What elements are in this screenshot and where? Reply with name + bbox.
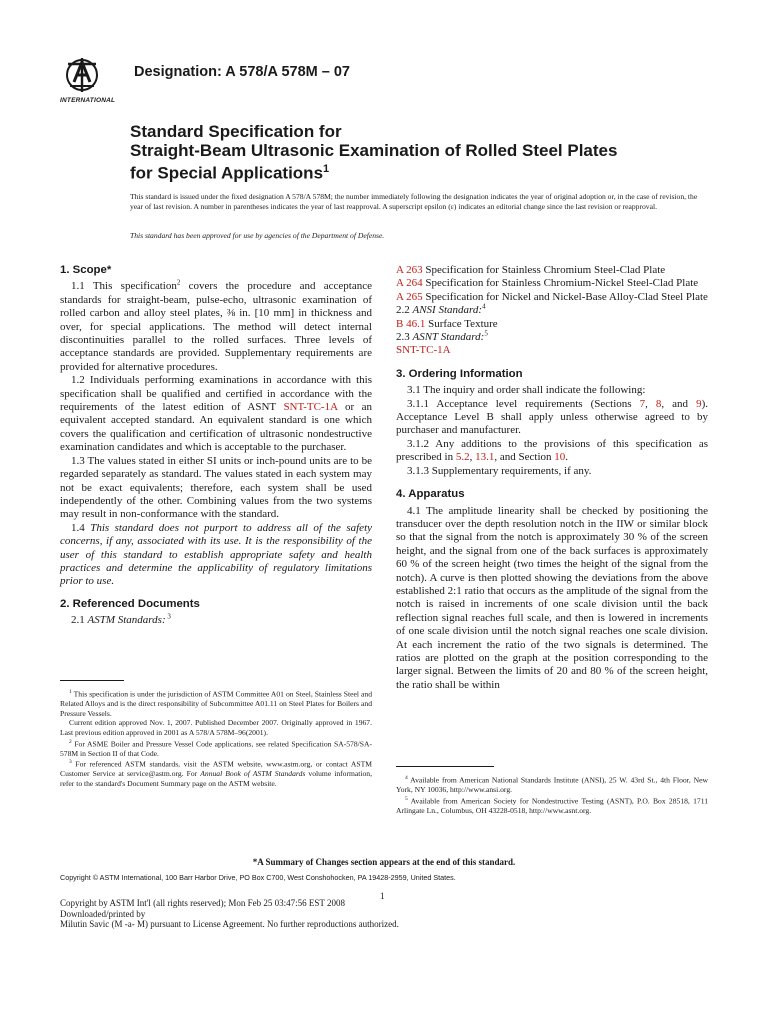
summary-of-changes-note: *A Summary of Changes section appears at the end of this standard. xyxy=(252,857,516,867)
link-section-9[interactable]: 9 xyxy=(696,397,702,410)
link-a264[interactable]: A 264 xyxy=(396,277,423,290)
section-3-1-3: 3.1.3 Supplementary requirements, if any. xyxy=(407,464,592,477)
footnote-4: $^4$ Available from American National Standards Institute (ANSI), 25 W. 43rd St., 4th Floor, New York, NY 10036, http://www.ansi.org. xyxy=(396,775,708,795)
section-2-3: 2.3 ASNT Standard:$^5$ xyxy=(396,329,488,344)
section-2-1: 2.1 ASTM Standards: $^3$ xyxy=(71,612,171,627)
title-line-2: Straight-Beam Ultrasonic Examination of Rolled Steel Plates xyxy=(130,141,618,160)
link-5-2[interactable]: 5.2 xyxy=(455,451,470,464)
section-1-3: 1.3 The values stated in either SI units or inch-pound units are to be regarded separately as standard. The values stated in each system may not be exact equivalents; therefore, each system shall be used independently of the other. Combining values from the two systems may result in non-conformance with the standard. xyxy=(60,454,372,521)
footnotes-left xyxy=(60,688,372,789)
download-stamp xyxy=(60,898,399,930)
ref-a265: A 265 Specification for Nickel and Nickel-Base Alloy-Clad Steel Plate xyxy=(396,290,708,303)
link-section-8[interactable]: 8 xyxy=(655,397,662,410)
apparatus-heading: 4. Apparatus xyxy=(396,488,465,501)
link-snt-tc-1a[interactable]: SNT-TC-1A xyxy=(283,401,338,414)
link-13-1[interactable]: 13.1 xyxy=(475,451,495,464)
section-2-2: 2.2 ANSI Standard:$^4$ xyxy=(396,302,486,317)
footnote-2: $^2$ For ASME Boiler and Pressure Vessel Code applications, see related Specification SA-578/SA-578M in Section II of that Code. xyxy=(60,738,372,758)
section-3-1: 3.1 The inquiry and order shall indicate the following: xyxy=(407,384,646,397)
link-section-10[interactable]: 10 xyxy=(554,451,566,464)
ordering-heading: 3. Ordering Information xyxy=(396,367,523,380)
designation: Designation: A 578/A 578M – 07 xyxy=(134,64,350,80)
footnote-3: $^3$ For referenced ASTM standards, visit the ASTM website, www.astm.org, or contact ASTM Customer Service at service@astm.org. For Annual Book of ASTM Standards volume information, refer to the standard's Document Summary page on the ASTM website. xyxy=(60,759,372,788)
section-4-1: 4.1 The amplitude linearity shall be checked by positioning the transducer over the depth resolution notch in the IIW or similar block so that the signal from the notch is approximately 30 % of the screen height, and the signal from one of the back surfaces is approximately 60 % of the screen height (two times the height of the signal from the notch). A curve is then plotted showing the deviations from the above established 2:1 ratio that occurs as the amplitude of the signal from the notch is raised in increments of one scale division until the back reflection signal reaches full scale, and then is lowered in increments of one scale division until the notch signal reaches one scale division. At each increment the ratio of the two signals is determined. The ratios are plotted on the graph at the position corresponding to the larger signal. Between the limits of 20 and 80 % of the screen height, the ratio shall be within xyxy=(396,504,708,691)
title-footnote-ref: 1 xyxy=(323,163,330,175)
document-title xyxy=(130,122,690,183)
title-line-1: Standard Specification for xyxy=(130,122,342,141)
section-3-1-1: 3.1.1 Acceptance level requirements (Sections 7, 8, and 9). Acceptance Level B shall apply unless otherwise agreed to by purchaser and manufacturer. xyxy=(396,397,708,437)
footnotes-right xyxy=(396,774,708,815)
stamp-line-1: Copyright by ASTM Int'l (all rights reserved); Mon Feb 25 03:47:56 EST 2008 xyxy=(60,898,345,908)
footnote-1: $^1$ This specification is under the jurisdiction of ASTM Committee A01 on Steel, Stainless Steel and Related Alloys and is the direct responsibility of Subcommittee A01.11 on Steel Plates for Boilers and Pressure Vessels. xyxy=(60,689,372,718)
footnote-rule-right xyxy=(396,766,494,767)
section-1-4: 1.4 This standard does not purport to address all of the safety concerns, if any, associated with its use. It is the responsibility of the user of this standard to establish appropriate safety and health practices and determine the applicability of regulatory limitations prior to use. xyxy=(60,521,373,588)
right-column xyxy=(396,264,708,692)
title-line-3: for Special Applications xyxy=(130,163,324,183)
stamp-line-2: Downloaded/printed by xyxy=(60,908,146,919)
ref-snt-tc-1a xyxy=(396,344,708,357)
section-1-1: 1.1 This specification$^2$ covers the procedure and acceptance standards for straight-beam, pulse-echo, ultrasonic examination of rolled carbon and alloy steel plates, ⅜ in. [10 mm] in thickness and over, for special applications. The method will detect internal discontinuities parallel to the rolled surfaces. Three levels of acceptance standards are provided. Supplementary requirements are provided for alternative procedures. xyxy=(60,278,372,373)
left-column xyxy=(60,264,372,628)
footnote-1-edition: Current edition approved Nov. 1, 2007. Published December 2007. Originally approved in 1967. Last previous edition approved in 2001 as A 578/A 578M–96(2001). xyxy=(60,718,372,737)
stamp-line-3: Milutin Savic (M -a- M) pursuant to License Agreement. No further reproductions authorized. xyxy=(60,919,399,930)
copyright-line: Copyright © ASTM International, 100 Barr Harbor Drive, PO Box C700, West Conshohocken, PA 19428-2959, United States. xyxy=(60,873,456,882)
issuance-text: This standard is issued under the fixed designation A 578/A 578M; the number immediately following the designation indicates the year of original adoption or, in the case of revision, the year of last revision. A number in parentheses indicates the year of last reapproval. A superscript epsilon (ε) indicates an editorial change since the last revision or reapproval. xyxy=(130,192,698,211)
issuance-note xyxy=(130,192,700,212)
link-snt-tc-1a-ref[interactable]: SNT-TC-1A xyxy=(396,344,451,357)
ref-a263: A 263 Specification for Stainless Chromium Steel-Clad Plate xyxy=(396,264,666,276)
ref-b46-1: B 46.1 Surface Texture xyxy=(396,317,498,330)
dod-approval-note: This standard has been approved for use by agencies of the Department of Defense. xyxy=(130,231,385,240)
logo-wordmark: INTERNATIONAL xyxy=(60,97,116,104)
footnote-5: $^5$ Available from American Society for Nondestructive Testing (ASNT), P.O. Box 28518, 1711 Arlingate Ln., Columbus, OH 43228-0518, http://www.asnt.org. xyxy=(396,795,708,815)
section-1-2: 1.2 Individuals performing examinations in accordance with this specification shall be qualified and certified in accordance with the requirements of the latest edition of ASNT SNT-TC-1A or an equivalent accepted standard. An equivalent standard is one which covers the qualification and certification of ultrasonic nondestructive examination candidates and which is acceptable to the purchaser. xyxy=(60,374,373,454)
link-a263[interactable]: A 263 xyxy=(396,264,423,276)
ref-a264: A 264 Specification for Stainless Chromium-Nickel Steel-Clad Plate xyxy=(396,277,699,290)
footnote-rule-left xyxy=(60,680,124,681)
section-3-1-2: 3.1.2 Any additions to the provisions of this specification as prescribed in 5.2, 13.1, and Section 10. xyxy=(396,437,708,464)
link-section-7[interactable]: 7 xyxy=(639,397,646,410)
link-a265[interactable]: A 265 xyxy=(396,290,423,303)
link-b46-1[interactable]: B 46.1 xyxy=(396,317,426,330)
page-number: 1 xyxy=(380,891,385,901)
scope-heading: 1. Scope* xyxy=(60,264,112,276)
referenced-documents-heading: 2. Referenced Documents xyxy=(60,597,200,610)
